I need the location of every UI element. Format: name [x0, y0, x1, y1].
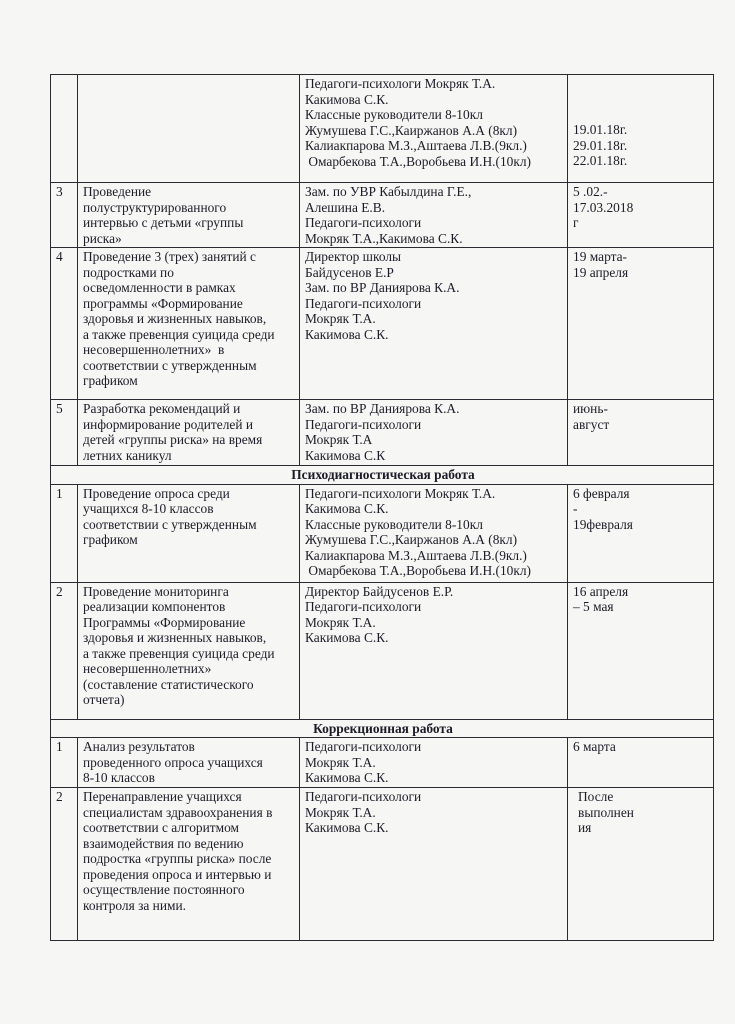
responsible-line: Педагоги-психологи: [305, 599, 422, 614]
activity-line: (составление статистического: [83, 676, 254, 692]
dates-cell: [568, 788, 714, 941]
responsible-line: Зам. по ВР Даниярова К.А.: [305, 401, 460, 416]
work-plan-table: [50, 74, 714, 941]
table-row: [51, 400, 714, 466]
activity-line: проведения опроса и интервью и: [83, 866, 272, 882]
activity-line: информирование родителей и: [83, 416, 254, 432]
activity-line: контроля за ними.: [83, 897, 187, 913]
responsible-cell: [300, 788, 568, 941]
activity-line: подростка «группы риска» после: [83, 851, 272, 866]
activity-line: Анализ результатов: [83, 739, 195, 754]
activity-line: реализации компонентов: [83, 599, 226, 614]
date-line: 19.01.18г.: [573, 122, 628, 137]
responsible-line: Зам. по УВР Кабылдина Г.Е.,: [305, 184, 472, 199]
row-number: [51, 75, 78, 183]
responsible-cell: [300, 75, 568, 183]
activity-line: Разработка рекомендаций и: [83, 401, 241, 416]
date-line: 29.01.18г.: [573, 137, 628, 153]
date-line: ия: [578, 820, 592, 835]
activity-line: проведенного опроса учащихся: [83, 754, 263, 770]
date-line: 16 апреля: [573, 583, 629, 599]
row-number: 2: [51, 582, 78, 719]
activity-cell: [78, 582, 300, 719]
row-number: 2: [51, 788, 78, 941]
responsible-line: Алешина Е.В.: [305, 199, 386, 215]
responsible-line: Педагоги-психологи Мокряк Т.А.: [305, 76, 496, 91]
activity-line: учащихся 8-10 классов: [83, 501, 214, 516]
responsible-cell: [300, 582, 568, 719]
date-line: июнь-: [573, 401, 608, 416]
dates-cell: [568, 248, 714, 400]
activity-line: Проведение мониторинга: [83, 583, 229, 599]
date-line: -: [573, 501, 578, 516]
activity-cell: [78, 484, 300, 582]
date-line: 6 февраля: [573, 485, 630, 501]
table-row: [51, 582, 714, 719]
row-number: 1: [51, 738, 78, 788]
responsible-line: Классные руководители 8-10кл: [305, 516, 483, 532]
responsible-line: Омарбекова Т.А.,Воробьева И.Н.(10кл): [305, 153, 531, 169]
activity-cell: [78, 248, 300, 400]
activity-line: полуструктурированного: [83, 199, 227, 215]
responsible-cell: [300, 248, 568, 400]
activity-line: специалистам здравоохранения в: [83, 804, 273, 820]
activity-line: здоровья и жизненных навыков,: [83, 311, 267, 326]
activity-cell: [78, 738, 300, 788]
activity-line: детей «группы риска» на время: [83, 432, 263, 447]
responsible-line: Педагоги-психологи Мокряк Т.А.: [305, 485, 496, 501]
dates-cell: [568, 582, 714, 719]
dates-cell: [568, 400, 714, 466]
activity-line: подростками по: [83, 264, 174, 280]
activity-line: соответствии с утвержденным: [83, 516, 257, 532]
responsible-line: Директор Байдусенов Е.Р.: [305, 583, 454, 599]
activity-line: Программы «Формирование: [83, 614, 246, 630]
activity-line: Проведение опроса среди: [83, 485, 230, 501]
responsible-line: Педагоги-психологи: [305, 215, 422, 230]
responsible-line: Педагоги-психологи: [305, 739, 422, 754]
activity-line: отчета): [83, 692, 125, 707]
table-row: [51, 788, 714, 941]
row-number: 4: [51, 248, 78, 400]
activity-cell: [78, 788, 300, 941]
table-row: [51, 738, 714, 788]
responsible-cell: [300, 183, 568, 248]
responsible-line: Мокряк Т.А.: [305, 311, 376, 326]
date-line: 19 марта-: [573, 249, 628, 264]
activity-line: Проведение 3 (трех) занятий с: [83, 249, 256, 264]
responsible-line: Какимова С.К.: [305, 501, 389, 516]
responsible-line: Педагоги-психологи: [305, 295, 422, 311]
responsible-line: Калиакпарова М.З.,Аштаева Л.В.(9кл.): [305, 138, 527, 153]
activity-line: графиком: [83, 373, 138, 388]
activity-cell: [78, 183, 300, 248]
responsible-line: Какимова С.К: [305, 447, 386, 463]
table-row: [51, 183, 714, 248]
responsible-line: Мокряк Т.А.: [305, 804, 376, 820]
responsible-line: Жумушева Г.С.,Каиржанов А.А (8кл): [305, 532, 518, 547]
responsible-line: Мокряк Т.А.: [305, 614, 376, 630]
activity-line: несовершеннолетних» в: [83, 342, 225, 357]
date-line: выполнен: [578, 804, 634, 820]
responsible-cell: [300, 738, 568, 788]
date-line: 19 апреля: [573, 264, 629, 280]
activity-line: Перенаправление учащихся: [83, 789, 242, 804]
date-line: г: [573, 215, 579, 230]
responsible-line: Директор школы: [305, 249, 402, 264]
section-header-row: [51, 719, 714, 738]
responsible-line: Педагоги-психологи: [305, 789, 422, 804]
responsible-line: Байдусенов Е.Р: [305, 264, 394, 280]
dates-cell: [568, 484, 714, 582]
date-line: – 5 мая: [573, 599, 614, 614]
activity-line: а также превенция суицида среди: [83, 326, 275, 342]
row-number: 1: [51, 484, 78, 582]
responsible-line: Зам. по ВР Даниярова К.А.: [305, 280, 460, 295]
date-line: 6 марта: [573, 739, 616, 754]
date-line: 19февраля: [573, 516, 633, 532]
activity-line: риска»: [83, 230, 122, 246]
dates-cell: [568, 183, 714, 248]
activity-line: соответствии с утвержденным: [83, 357, 257, 373]
activity-line: взаимодействия по ведению: [83, 835, 244, 851]
responsible-line: Мокряк Т.А.,Какимова С.К.: [305, 230, 463, 246]
responsible-cell: [300, 400, 568, 466]
activity-line: здоровья и жизненных навыков,: [83, 630, 267, 645]
section-header-row: [51, 466, 714, 485]
activity-line: летних каникул: [83, 447, 172, 463]
responsible-line: Омарбекова Т.А.,Воробьева И.Н.(10кл): [305, 563, 531, 578]
row-number: 3: [51, 183, 78, 248]
activity-line: осуществление постоянного: [83, 882, 245, 897]
responsible-line: Мокряк Т.А.: [305, 754, 376, 770]
date-line: 5 .02.-: [573, 184, 608, 199]
section-title: Коррекционная работа: [51, 719, 714, 738]
activity-line: соответствии с алгоритмом: [83, 820, 239, 835]
dates-cell: [568, 75, 714, 183]
date-line: После: [578, 789, 614, 804]
responsible-line: Калиакпарова М.З.,Аштаева Л.В.(9кл.): [305, 547, 527, 563]
responsible-line: Жумушева Г.С.,Каиржанов А.А (8кл): [305, 122, 518, 138]
date-line: 17.03.2018: [573, 199, 634, 215]
dates-cell: [568, 738, 714, 788]
activity-cell: [78, 75, 300, 183]
table-row: [51, 248, 714, 400]
activity-line: Проведение: [83, 184, 152, 199]
activity-line: интервью с детьми «группы: [83, 215, 244, 230]
activity-line: 8-10 классов: [83, 770, 155, 785]
activity-cell: [78, 400, 300, 466]
table-row: [51, 484, 714, 582]
responsible-line: Какимова С.К.: [305, 820, 389, 835]
table-row: [51, 75, 714, 183]
responsible-line: Какимова С.К.: [305, 91, 389, 107]
responsible-cell: [300, 484, 568, 582]
activity-line: несовершеннолетних»: [83, 661, 212, 676]
activity-line: графиком: [83, 532, 138, 547]
date-line: август: [573, 416, 610, 432]
responsible-line: Мокряк Т.А: [305, 432, 373, 447]
responsible-line: Какимова С.К.: [305, 630, 389, 645]
activity-line: осведомленности в рамках: [83, 280, 236, 295]
row-number: 5: [51, 400, 78, 466]
responsible-line: Педагоги-психологи: [305, 416, 422, 432]
date-line: 22.01.18г.: [573, 153, 628, 168]
responsible-line: Какимова С.К.: [305, 326, 389, 342]
activity-line: программы «Формирование: [83, 295, 243, 311]
responsible-line: Классные руководители 8-10кл: [305, 107, 483, 122]
section-title: Психодиагностическая работа: [51, 466, 714, 485]
responsible-line: Какимова С.К.: [305, 770, 389, 785]
activity-line: а также превенция суицида среди: [83, 645, 275, 661]
